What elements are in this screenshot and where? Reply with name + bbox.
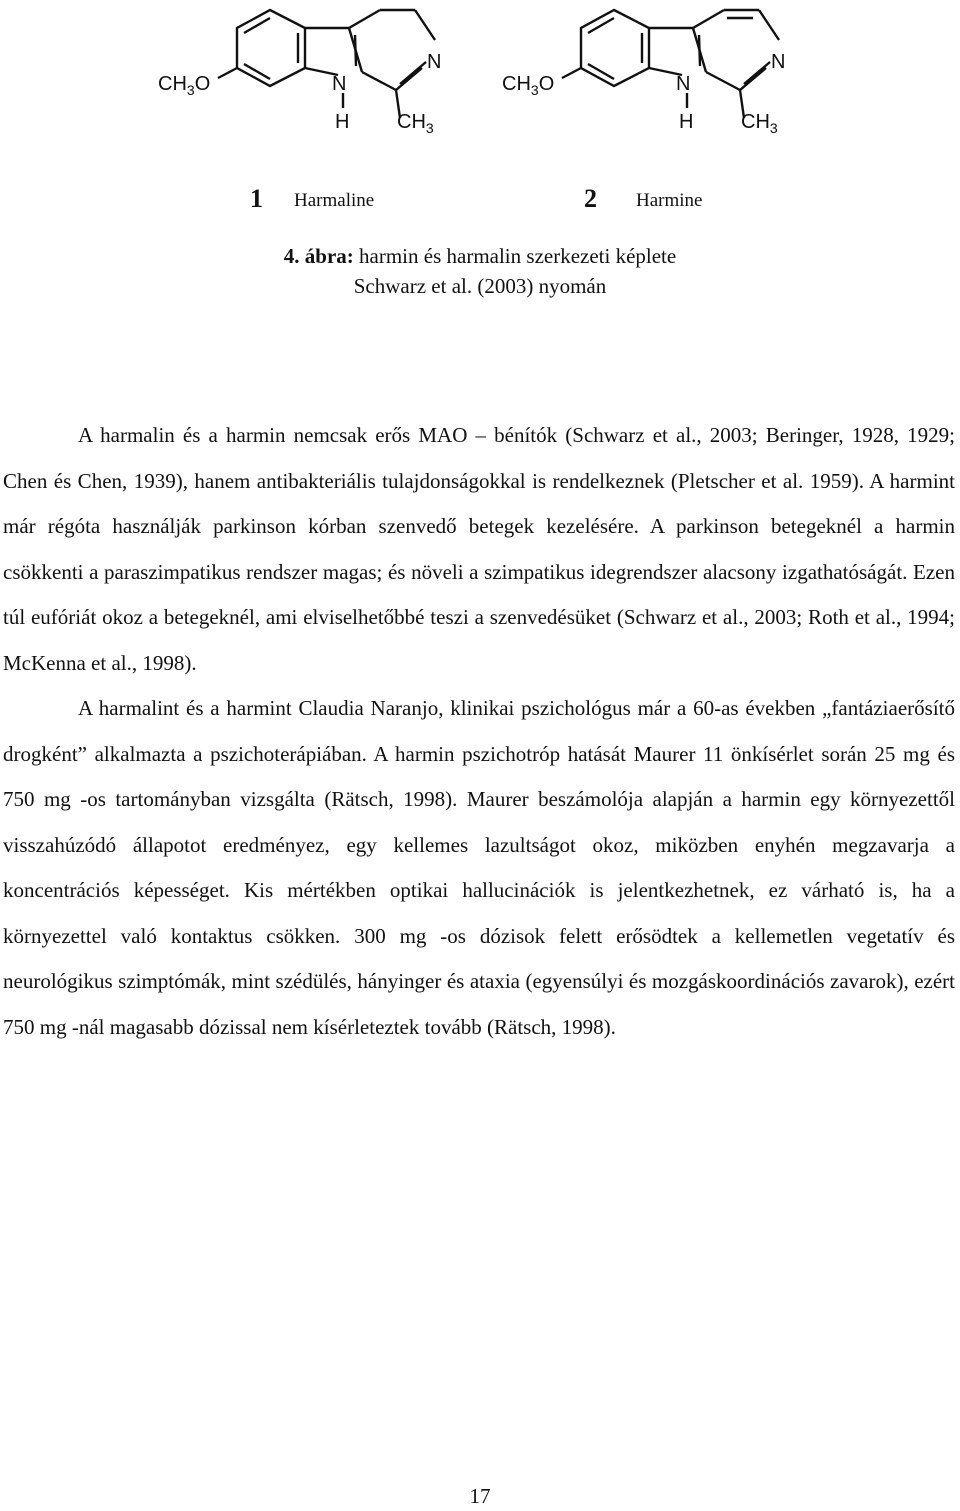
harmaline-h: H [335,111,350,133]
harmine-indole-n: N [676,73,691,95]
harmine-h: H [679,111,694,133]
figure-caption-label: 4. ábra: [283,244,354,268]
harmaline-ring-n: N [427,51,442,73]
body-text [3,413,955,1050]
chemical-structures-figure [0,0,960,230]
harmine-methyl: $CH_3$ [741,111,778,136]
harmaline-methyl: $CH_3$ [397,111,434,136]
harmine-ring-n: N [771,51,786,73]
harmaline-name: Harmaline [294,190,375,211]
harmine-number: 2 [584,184,597,213]
harmaline-number: 1 [250,184,263,213]
structure-drawing [0,0,960,230]
page-number: 17 [469,1484,491,1508]
harmaline-indole-n: N [332,73,347,95]
harmaline-methoxy-label: $CH_3O$ [158,73,211,98]
paragraph-1: A harmalin és a harmin nemcsak erős MAO – bénítók (Schwarz et al., 2003; Beringer, 1928, 1929; Chen és Chen, 1939), hanem antibakteriális tulajdonságokkal is rendelkeznek (Pletscher et al. 1959). A harmint már régóta használják parkinson kórban szenvedő betegek kezelésére. A parkinson betegeknél a harmin csökkenti a paraszimpatikus rendszer magas; és növeli a szimpatikus idegrendszer alacsony izgathatóságát. Ezen túl eufóriát okoz a betegeknél, ami elviselhetőbbé teszi a szenvedésüket (Schwarz et al., 2003; Roth et al., 1994; McKenna et al., 1998). [3,423,955,675]
paragraph-2: A harmalint és a harmint Claudia Naranjo, klinikai pszichológus már a 60-as években „fantáziaerősítő drogként” alkalmazta a pszichoterápiában. A harmin pszichotróp hatását Maurer 11 önkísérlet során 25 mg és 750 mg -os tartományban vizsgálta (Rätsch, 1998). Maurer beszámolója alapján a harmin egy környezettől visszahúzódó állapotot eredményez, egy kellemes lazultságot okoz, miközben enyhén megzavarja a koncentrációs képességet. Kis mértékben optikai hallucinációk is jelentkezhetnek, ez várható is, ha a környezettel való kontaktus csökken. 300 mg -os dózisok felett erősödtek a kellemetlen vegetatív és neurológikus szimptómák, mint szédülés, hányinger és ataxia (egyensúlyi és mozgáskoordinációs zavarok), ezért 750 mg -nál magasabb dózissal nem kísérleteztek tovább (Rätsch, 1998). [3,696,955,1039]
figure-caption-line1 [0,241,960,271]
harmine-structure [562,10,779,118]
harmine-methoxy-label: $CH_3O$ [502,73,555,98]
figure-caption-line2: Schwarz et al. (2003) nyomán [353,274,607,298]
harmaline-structure [218,10,435,118]
harmine-name: Harmine [636,190,703,211]
figure-caption-text: harmin és harmalin szerkezeti képlete [353,244,677,268]
